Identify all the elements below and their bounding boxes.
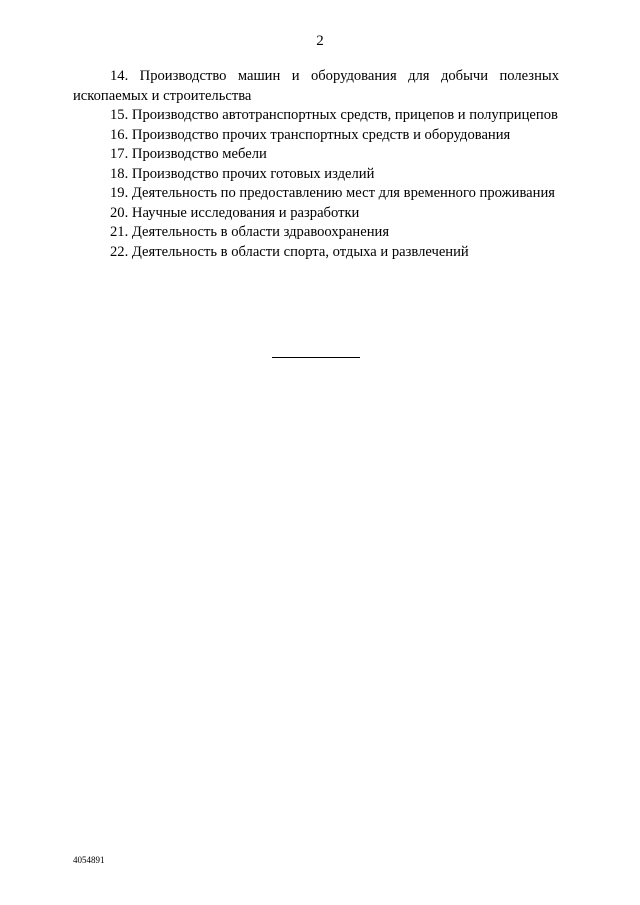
list-item: [73, 145, 559, 165]
item-number: 19.: [110, 185, 129, 201]
item-number: 14.: [110, 68, 129, 84]
document-code: 4054891: [73, 855, 105, 865]
list-item: [73, 165, 559, 185]
end-divider: [272, 357, 360, 358]
item-number: 16.: [110, 126, 129, 143]
item-number: 22.: [110, 243, 129, 260]
item-text: Производство прочих транспортных средств и оборудования: [131, 126, 511, 143]
item-number: 20.: [110, 204, 129, 221]
list-item: [73, 106, 559, 126]
page-number: 2: [316, 33, 324, 49]
item-text: Производство автотранспортных средств, прицепов и полуприцепов: [131, 107, 558, 123]
list-item: [73, 184, 559, 204]
list-item: [73, 223, 559, 243]
list-item: [73, 126, 559, 146]
list-item: [73, 243, 559, 263]
item-number: 21.: [110, 224, 129, 240]
item-text: Производство мебели: [131, 146, 267, 162]
item-number: 17.: [110, 146, 129, 162]
list-item: [73, 67, 559, 106]
item-text: Производство машин и оборудования для добычи полезных ископаемых и строительства: [73, 68, 559, 104]
item-number: 18.: [110, 165, 129, 182]
item-text: Деятельность в области спорта, отдыха и развлечений: [131, 243, 469, 260]
item-number: 15.: [110, 107, 129, 123]
list-item: [73, 204, 559, 224]
item-text: Деятельность в области здравоохранения: [131, 224, 390, 240]
item-text: Деятельность по предоставлению мест для временного проживания: [131, 185, 555, 201]
item-text: Научные исследования и разработки: [131, 204, 360, 221]
item-text: Производство прочих готовых изделий: [131, 165, 375, 182]
activity-list: [73, 67, 559, 262]
